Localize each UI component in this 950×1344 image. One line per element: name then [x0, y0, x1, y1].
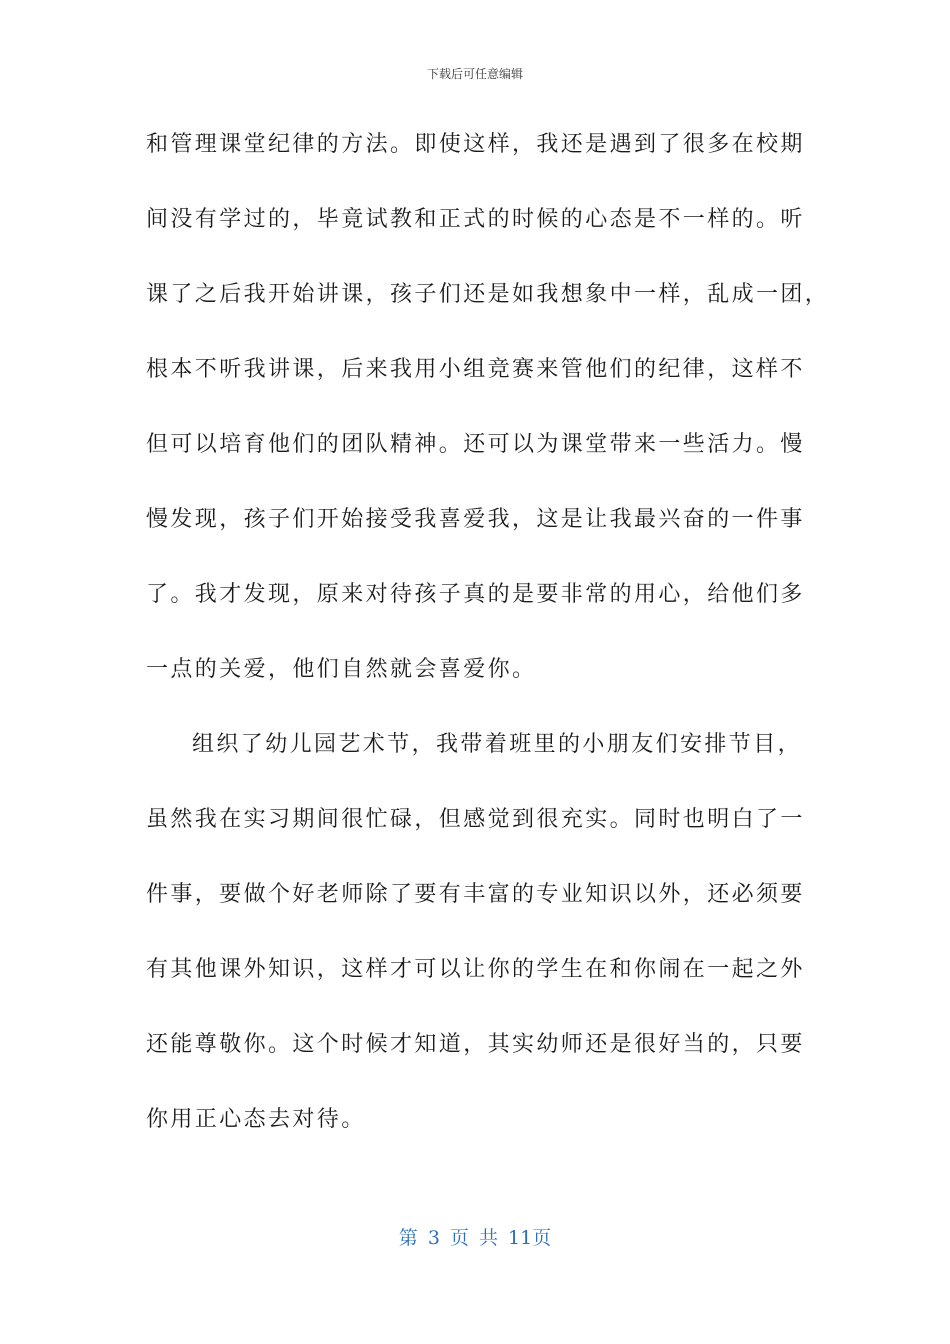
text-line: 根本不听我讲课，后来我用小组竞赛来管他们的纪律，这样不 — [146, 357, 805, 382]
text-line: 还能尊敬你。这个时候才知道，其实幼师还是很好当的，只要 — [146, 1032, 805, 1057]
text-line: 你用正心态去对待。 — [146, 1107, 366, 1132]
text-line: 了。我才发现，原来对待孩子真的是要非常的用心，给他们多 — [146, 582, 805, 607]
text-line: 和管理课堂纪律的方法。即使这样，我还是遇到了很多在校期 — [146, 132, 805, 157]
text-line: 但可以培育他们的团队精神。还可以为课堂带来一些活力。慢 — [146, 432, 805, 457]
paragraph-start-line: 组织了幼儿园艺术节，我带着班里的小朋友们安排节目， — [192, 732, 803, 757]
text-line: 有其他课外知识，这样才可以让你的学生在和你闹在一起之外 — [146, 957, 805, 982]
text-line: 件事，要做个好老师除了要有丰富的专业知识以外，还必须要 — [146, 882, 805, 907]
text-line: 课了之后我开始讲课，孩子们还是如我想象中一样，乱成一团， — [146, 282, 830, 307]
page-header: 下载后可任意编辑 — [426, 67, 523, 81]
text-line: 慢发现，孩子们开始接受我喜爱我，这是让我最兴奋的一件事 — [146, 507, 805, 532]
body-text — [146, 122, 830, 1172]
text-line: 间没有学过的，毕竟试教和正式的时候的心态是不一样的。听 — [146, 207, 805, 232]
text-line: 虽然我在实习期间很忙碌，但感觉到很充实。同时也明白了一 — [146, 807, 805, 832]
text-line: 一点的关爱，他们自然就会喜爱你。 — [146, 657, 537, 682]
page-number-footer: 第 3 页 共 11页 — [398, 1227, 552, 1249]
